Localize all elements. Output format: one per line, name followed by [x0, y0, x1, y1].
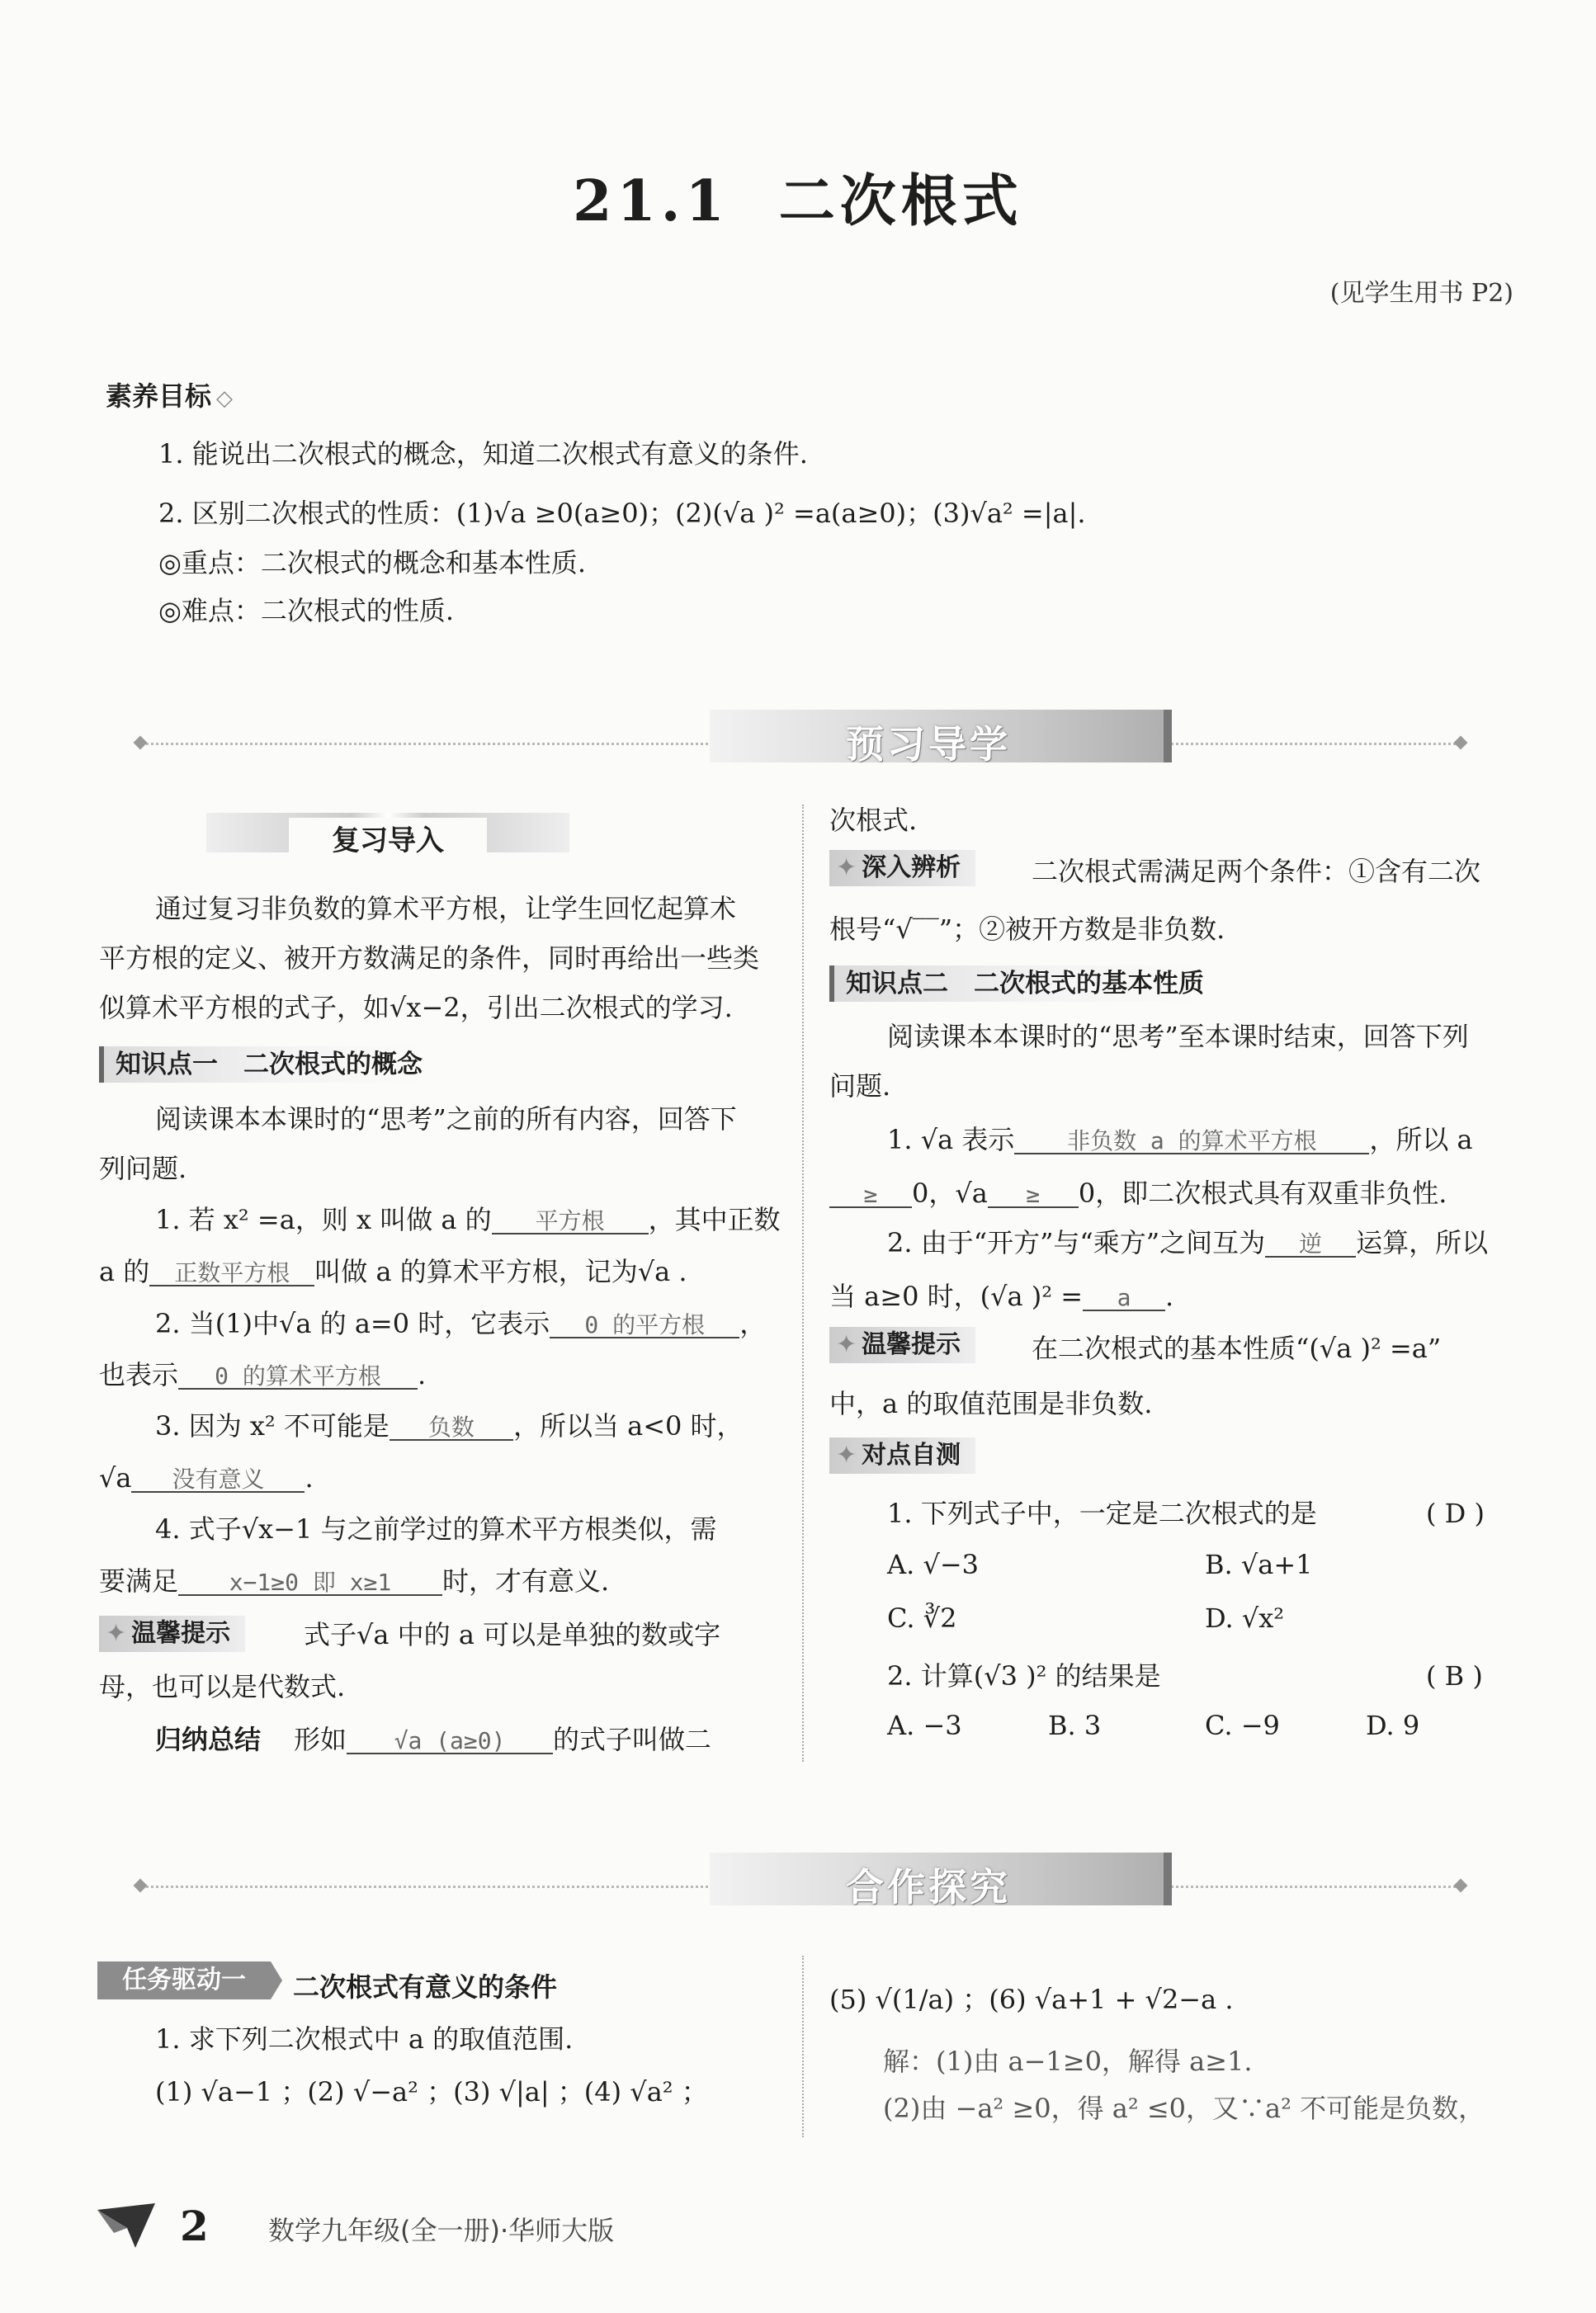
review-line: 通过复习非负数的算术平方根，让学生回忆起算术 — [155, 893, 737, 924]
answer-blank: 0 的算术平方根 — [178, 1365, 418, 1390]
book-title: 数学九年级(全一册)·华师大版 — [268, 2215, 615, 2246]
deep-analysis-badge: ✦ 深入辨析 — [829, 850, 975, 886]
goal-item: ◎重点：二次根式的概念和基本性质. — [158, 547, 587, 578]
answer-blank: x−1≥0 即 x≥1 — [178, 1571, 442, 1596]
answer-blank: 没有意义 — [131, 1468, 305, 1493]
tip-text: 在二次根式的基本性质“(√a )² =a” — [1032, 1333, 1442, 1364]
diamond-icon: ◇ — [216, 386, 234, 411]
tip-badge: ✦ 温馨提示 — [99, 1616, 245, 1652]
answer-blank: √a (a≥0) — [347, 1730, 553, 1754]
task-parts: (1) √a−1 ；(2) √−a² ；(3) √|a| ；(4) √a² ； — [155, 2076, 708, 2108]
plus-icon: ✦ — [106, 1619, 127, 1648]
knowledge-point-2-heading: 知识点二 二次根式的基本性质 — [829, 965, 1204, 1002]
tip-text: 中，a 的取值范围是非负数. — [829, 1388, 1153, 1419]
goal-item: 2. 区别二次根式的性质：(1)√a ≥0(a≥0)；(2)(√a )² =a(a≥0)；(3)√a² =|a|. — [158, 498, 1086, 529]
option: B. √a+1 — [1205, 1549, 1313, 1580]
option: C. −9 — [1205, 1710, 1280, 1741]
kp1-intro: 列问题. — [99, 1153, 187, 1184]
section-title — [0, 157, 1596, 237]
question-1-line1: 1. 若 x² =a，则 x 叫做 a 的 平方根 ，其中正数 — [155, 1204, 781, 1235]
kp2-intro: 问题. — [829, 1070, 891, 1102]
self-test-q2: 2. 计算(√3 )² 的结果是 — [887, 1660, 1161, 1692]
answer-blank: 负数 — [390, 1416, 513, 1441]
reference-note: (见学生用书 P2) — [1329, 279, 1513, 308]
solution-line: 解：(1)由 a−1≥0，解得 a≥1. — [883, 2046, 1253, 2077]
answer-blank: 非负数 a 的算术平方根 — [1014, 1130, 1369, 1154]
review-line: 似算术平方根的式子，如√x−2，引出二次根式的学习. — [99, 992, 733, 1023]
goal-item: 1. 能说出二次根式的概念，知道二次根式有意义的条件. — [158, 438, 808, 470]
task-badge: 任务驱动一 — [97, 1961, 271, 1999]
review-heading: 复习导入 — [206, 813, 569, 852]
property-2-line2: 当 a≥0 时，(√a )² = a . — [829, 1281, 1174, 1312]
deep-analysis-text: 二次根式需满足两个条件：①含有二次 — [1032, 856, 1481, 887]
answer-blank: 逆 — [1265, 1233, 1356, 1258]
goals-heading: 素养目标 ◇ — [106, 380, 234, 412]
summary-line: 归纳总结 形如 √a (a≥0) 的式子叫做二 — [155, 1724, 712, 1755]
section-band-preview — [140, 710, 1461, 767]
question-3-line2: √a 没有意义 . — [99, 1462, 314, 1494]
task-parts: (5) √(1/a) ；(6) √a+1 + √2−a . — [829, 1984, 1234, 2015]
self-test-badge: ✦ 对点自测 — [829, 1437, 975, 1474]
tip-text: 式子√a 中的 a 可以是单独的数或字 — [304, 1619, 721, 1650]
answer-blank: a — [1083, 1286, 1165, 1311]
kp2-intro: 阅读课本本课时的“思考”至本课时结束，回答下列 — [887, 1021, 1469, 1052]
option: A. −3 — [887, 1710, 962, 1741]
question-1-line2: a 的 正数平方根 叫做 a 的算术平方根，记为√a . — [99, 1256, 687, 1287]
book-logo-icon — [97, 2203, 155, 2249]
knowledge-point-1-heading: 知识点一 二次根式的概念 — [99, 1046, 423, 1083]
section-number: 21.1 — [573, 168, 730, 234]
task-title: 二次根式有意义的条件 — [293, 1971, 558, 2003]
section-band-explore — [140, 1853, 1461, 1909]
continued-text: 次根式. — [829, 805, 918, 836]
kp1-intro: 阅读课本本课时的“思考”之前的所有内容，回答下 — [155, 1103, 737, 1135]
review-line: 平方根的定义、被开方数满足的条件，同时再给出一些类 — [99, 942, 760, 974]
question-2-line1: 2. 当(1)中√a 的 a=0 时，它表示 0 的平方根 ， — [155, 1308, 767, 1339]
goal-item: ◎难点：二次根式的性质. — [158, 595, 455, 626]
solution-line: (2)由 −a² ≥0，得 a² ≤0，又∵a² 不可能是负数， — [883, 2093, 1485, 2124]
band-label: 预习导学 — [846, 722, 1011, 767]
question-2-line2: 也表示 0 的算术平方根 . — [99, 1359, 427, 1390]
answer-blank: 正数平方根 — [149, 1262, 314, 1286]
self-test-q2-answer: ( B ) — [1426, 1660, 1483, 1692]
task-question: 1. 求下列二次根式中 a 的取值范围. — [155, 2023, 574, 2055]
option: B. 3 — [1048, 1710, 1102, 1741]
answer-blank: ≥ — [988, 1183, 1079, 1208]
page-number: 2 — [180, 2202, 209, 2250]
column-divider — [802, 1956, 804, 2137]
property-2-line1: 2. 由于“开方”与“乘方”之间互为 逆 运算，所以 — [887, 1227, 1489, 1258]
answer-blank: 平方根 — [492, 1210, 649, 1234]
property-1-line2: ≥ 0，√a ≥ 0，即二次根式具有双重非负性. — [829, 1180, 1447, 1208]
question-4-line2: 要满足 x−1≥0 即 x≥1 时，才有意义. — [99, 1565, 610, 1597]
deep-analysis-text: 根号“√‾‾”；②被开方数是非负数. — [829, 913, 1225, 945]
self-test-q1: 1. 下列式子中，一定是二次根式的是 — [887, 1498, 1317, 1529]
plus-icon: ✦ — [836, 853, 857, 882]
answer-blank: 0 的平方根 — [550, 1314, 739, 1338]
column-divider — [802, 805, 804, 1762]
summary-label: 归纳总结 — [155, 1724, 262, 1755]
tip-badge: ✦ 温馨提示 — [829, 1327, 975, 1363]
plus-icon: ✦ — [836, 1441, 857, 1470]
band-label: 合作探究 — [846, 1865, 1011, 1909]
plus-icon: ✦ — [836, 1330, 857, 1359]
option: A. √−3 — [887, 1549, 980, 1580]
answer-blank: ≥ — [829, 1183, 912, 1208]
tip-text: 母，也可以是代数式. — [99, 1671, 346, 1702]
question-4-line1: 4. 式子√x−1 与之前学过的算术平方根类似，需 — [155, 1513, 717, 1545]
arrow-icon — [271, 1961, 282, 1999]
question-3-line1: 3. 因为 x² 不可能是 负数 ，所以当 a<0 时， — [155, 1410, 744, 1442]
self-test-q1-answer: ( D ) — [1426, 1498, 1485, 1529]
option: D. √x² — [1205, 1603, 1285, 1634]
section-name: 二次根式 — [778, 168, 1023, 234]
property-1-line1: 1. √a 表示 非负数 a 的算术平方根 ，所以 a — [887, 1124, 1473, 1155]
option: C. ∛2 — [887, 1603, 957, 1634]
option: D. 9 — [1366, 1710, 1420, 1741]
